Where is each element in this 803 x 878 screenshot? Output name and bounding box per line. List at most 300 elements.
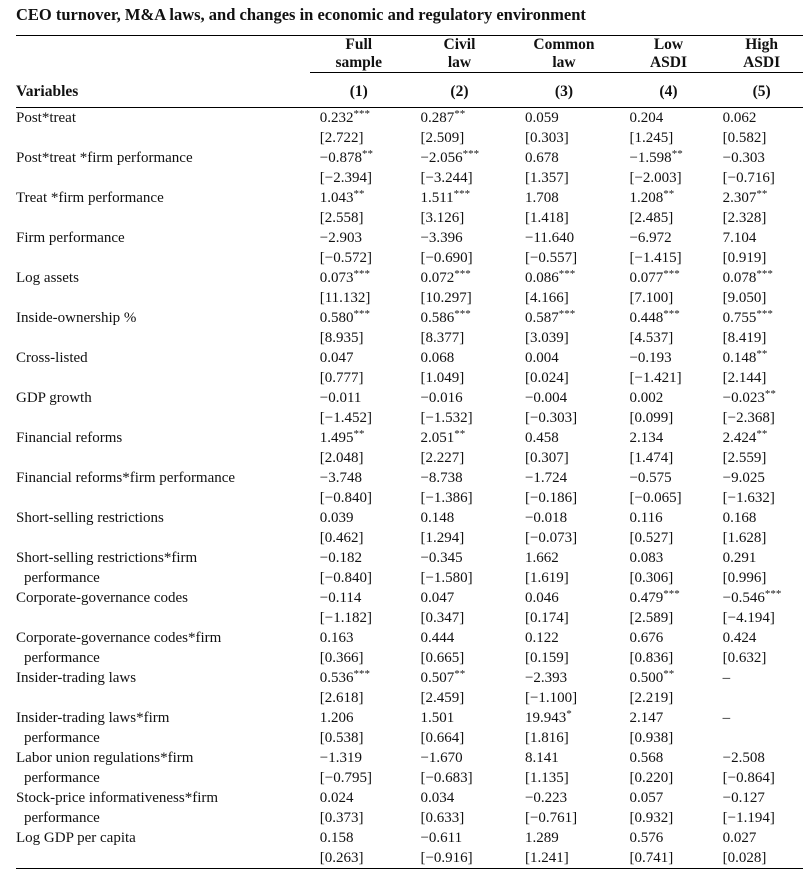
coefficient-cell: 0.458 [524, 430, 559, 446]
coefficient-cell: −0.127 [722, 790, 765, 806]
coefficient-cell: 0.148** [722, 348, 768, 366]
coefficient-cell: 19.943* [524, 708, 572, 726]
coefficient-cell: 0.576 [629, 830, 664, 846]
t-stat-cell: [0.996] [722, 570, 767, 586]
t-stat-cell: [−0.065] [629, 490, 682, 506]
coefficient-cell: −0.575 [629, 470, 672, 486]
variable-label: Corporate-governance codes*firm [16, 630, 222, 646]
table-row [16, 268, 803, 288]
coefficient-cell: 0.163 [319, 630, 354, 646]
t-stat-cell: [0.582] [722, 130, 767, 146]
t-stat-cell: [0.099] [629, 410, 674, 426]
t-stat-cell: [0.527] [629, 530, 674, 546]
significance-stars: *** [764, 588, 782, 600]
t-stat-cell: [0.307] [524, 450, 569, 466]
coefficient-cell: −0.018 [524, 510, 568, 526]
table-row [16, 708, 803, 728]
significance-stars: ** [454, 108, 466, 120]
coefficient-cell: 8.141 [524, 750, 559, 766]
table-row-tstat [16, 768, 803, 788]
t-stat-cell: [0.263] [319, 850, 364, 866]
t-stat-cell: [1.474] [629, 450, 674, 466]
coefficient-cell: 7.104 [722, 230, 757, 246]
t-stat-cell: [2.144] [722, 370, 767, 386]
t-stat-cell: [−4.194] [722, 610, 775, 626]
coefficient-cell: 0.755*** [722, 308, 773, 326]
coefficient-cell: 0.083 [629, 550, 664, 566]
column-header-2: Civil law [443, 36, 476, 71]
significance-stars: ** [353, 188, 365, 200]
coefficient-cell: 1.289 [524, 830, 559, 846]
t-stat-cell: [0.938] [629, 730, 674, 746]
table-row [16, 388, 803, 408]
significance-stars: ** [756, 348, 768, 360]
table-row [16, 748, 803, 768]
table-row-tstat [16, 208, 803, 228]
variable-label: Insider-trading laws [16, 670, 137, 686]
coefficient-cell: −0.011 [319, 390, 362, 406]
table-row-tstat [16, 488, 803, 508]
variable-label-continuation: performance [24, 650, 100, 666]
coefficient-cell: −3.396 [420, 230, 463, 246]
coefficient-cell: −0.114 [319, 590, 362, 606]
t-stat-cell: [8.377] [420, 330, 465, 346]
table-row [16, 148, 803, 168]
significance-stars: *** [453, 188, 471, 200]
t-stat-cell: [1.418] [524, 210, 569, 226]
variable-label-continuation [16, 608, 310, 628]
t-stat-cell: [−0.557] [524, 250, 578, 266]
coefficient-cell: −11.640 [524, 230, 575, 246]
coefficient-cell: 0.678 [524, 150, 559, 166]
table-row-tstat [16, 568, 803, 588]
t-stat-cell: [0.932] [629, 810, 674, 826]
variable-label-continuation [16, 128, 310, 148]
t-stat-cell: [2.227] [420, 450, 465, 466]
column-number-3: (3) [554, 83, 573, 100]
t-stat-cell: [−0.840] [319, 490, 372, 506]
table-row-tstat [16, 728, 803, 748]
table-row-tstat [16, 168, 803, 188]
t-stat-cell: [−1.452] [319, 410, 372, 426]
table-row-tstat [16, 408, 803, 428]
t-stat-cell: [−2.003] [629, 170, 682, 186]
t-stat-cell: [8.935] [319, 330, 364, 346]
significance-stars: *** [558, 308, 576, 320]
significance-stars: ** [361, 148, 373, 160]
coefficient-cell: 0.046 [524, 590, 559, 606]
significance-stars: *** [756, 308, 773, 320]
variable-label-continuation: performance [24, 770, 100, 786]
coefficient-cell: 2.307** [722, 188, 768, 206]
t-stat-cell: [0.919] [722, 250, 767, 266]
column-number-5: (5) [752, 83, 771, 100]
variable-label: Cross-listed [16, 350, 88, 366]
variables-header: Variables [16, 83, 79, 100]
coefficient-cell: −1.724 [524, 470, 568, 486]
coefficient-cell: – [722, 710, 731, 726]
coefficient-cell: −1.598** [629, 148, 683, 166]
coefficient-cell: −0.223 [524, 790, 568, 806]
t-stat-cell: [−0.303] [524, 410, 578, 426]
table-row-tstat [16, 808, 803, 828]
coefficient-cell: 0.002 [629, 390, 664, 406]
t-stat-cell: [−1.532] [420, 410, 473, 426]
significance-stars: ** [764, 388, 776, 400]
coefficient-cell: −8.738 [420, 470, 463, 486]
coefficient-cell: 2.147 [629, 710, 664, 726]
t-stat-cell: [0.633] [420, 810, 465, 826]
t-stat-cell: [2.618] [319, 690, 364, 706]
coefficient-cell: 0.507** [420, 668, 466, 686]
coefficient-cell: −0.546*** [722, 588, 782, 606]
coefficient-cell: 0.047 [420, 590, 455, 606]
table-row [16, 588, 803, 608]
coefficient-cell: 1.511*** [420, 188, 471, 206]
t-stat-cell: [0.306] [629, 570, 674, 586]
table-row-tstat [16, 328, 803, 348]
t-stat-cell: [0.632] [722, 650, 767, 666]
variable-label: Short-selling restrictions*firm [16, 550, 198, 566]
t-stat-cell: [−1.580] [420, 570, 473, 586]
variable-label-continuation [16, 208, 310, 228]
t-stat-cell: [0.836] [629, 650, 674, 666]
significance-stars: * [566, 708, 572, 720]
table-row [16, 468, 803, 488]
coefficient-cell: 0.232*** [319, 108, 370, 126]
significance-stars: *** [353, 108, 370, 120]
variable-label-continuation [16, 408, 310, 428]
coefficient-cell: 0.027 [722, 830, 757, 846]
table-row-tstat [16, 528, 803, 548]
coefficient-cell: 0.078*** [722, 268, 773, 286]
table-row [16, 788, 803, 808]
t-stat-cell: [0.366] [319, 650, 364, 666]
column-number-2: (2) [450, 83, 469, 100]
column-header-4: Low ASDI [649, 36, 687, 71]
significance-stars: *** [353, 268, 370, 280]
significance-stars: *** [558, 268, 576, 280]
t-stat-cell: [1.049] [420, 370, 465, 386]
coefficient-cell: −0.303 [722, 150, 765, 166]
t-stat-cell: [2.219] [629, 690, 674, 706]
variable-label-continuation [16, 168, 310, 188]
coefficient-cell: 0.062 [722, 110, 757, 126]
variable-label-continuation: performance [24, 810, 100, 826]
t-stat-cell: [−3.244] [420, 170, 473, 186]
t-stat-cell: [2.328] [722, 210, 767, 226]
table-row [16, 188, 803, 208]
t-stat-cell: [−1.415] [629, 250, 682, 266]
t-stat-cell: [1.245] [629, 130, 674, 146]
t-stat-cell: [−0.690] [420, 250, 473, 266]
coefficient-cell: 0.444 [420, 630, 455, 646]
coefficient-cell: 0.204 [629, 110, 664, 126]
coefficient-cell: 1.495** [319, 428, 365, 446]
t-stat-cell: [−0.186] [524, 490, 578, 506]
coefficient-cell: 0.500** [629, 668, 675, 686]
t-stat-cell: [2.722] [319, 130, 364, 146]
t-stat-cell: [8.419] [722, 330, 767, 346]
coefficient-cell: 0.072*** [420, 268, 471, 286]
t-stat-cell: [−0.572] [319, 250, 372, 266]
coefficient-cell: 1.208** [629, 188, 675, 206]
coefficient-cell: −9.025 [722, 470, 765, 486]
t-stat-cell: [−1.632] [722, 490, 775, 506]
t-stat-cell: [−2.368] [722, 410, 775, 426]
coefficient-cell: 0.039 [319, 510, 354, 526]
coefficient-cell: 0.034 [420, 790, 455, 806]
significance-stars: *** [454, 308, 471, 320]
significance-stars: *** [462, 148, 480, 160]
variable-label-continuation [16, 448, 310, 468]
table-row [16, 308, 803, 328]
coefficient-cell: 1.662 [524, 550, 559, 566]
variables-header-row [16, 73, 803, 108]
coefficient-cell: −0.611 [420, 830, 463, 846]
significance-stars: *** [353, 308, 370, 320]
significance-stars: *** [454, 268, 471, 280]
coefficient-cell: 0.424 [722, 630, 757, 646]
coefficient-cell: −3.748 [319, 470, 362, 486]
column-number-4: (4) [659, 83, 678, 100]
coefficient-cell: 0.158 [319, 830, 354, 846]
table-row [16, 828, 803, 848]
variable-label: Short-selling restrictions [16, 510, 164, 526]
coefficient-cell: −2.393 [524, 670, 568, 686]
t-stat-cell: [0.220] [629, 770, 674, 786]
coefficient-cell: −1.670 [420, 750, 463, 766]
table-row-tstat [16, 288, 803, 308]
t-stat-cell: [0.538] [319, 730, 364, 746]
coefficient-cell: −0.023** [722, 388, 776, 406]
table-body [16, 108, 803, 869]
t-stat-cell: [−2.394] [319, 170, 372, 186]
t-stat-cell: [10.297] [420, 290, 472, 306]
coefficient-cell: 2.134 [629, 430, 664, 446]
coefficient-cell: 0.536*** [319, 668, 370, 686]
variable-label: Log assets [16, 270, 79, 286]
table-row [16, 348, 803, 368]
coefficient-cell: 0.676 [629, 630, 664, 646]
coefficient-cell: 0.086*** [524, 268, 576, 286]
variable-label-continuation: performance [24, 570, 100, 586]
variable-label: Firm performance [16, 230, 125, 246]
coefficient-cell: 0.077*** [629, 268, 680, 286]
coefficient-cell: −6.972 [629, 230, 672, 246]
coefficient-cell: 0.057 [629, 790, 664, 806]
variable-label-continuation: performance [24, 730, 100, 746]
variable-label-continuation [16, 368, 310, 388]
t-stat-cell: [1.241] [524, 850, 569, 866]
variable-label: Insider-trading laws*firm [16, 710, 170, 726]
column-number-1: (1) [349, 83, 368, 100]
variable-label-continuation [16, 528, 310, 548]
t-stat-cell: [−0.761] [524, 810, 578, 826]
coefficient-cell: 0.586*** [420, 308, 471, 326]
t-stat-cell: [0.741] [629, 850, 674, 866]
t-stat-cell: [11.132] [319, 290, 371, 306]
t-stat-cell: [0.777] [319, 370, 364, 386]
table-row-tstat [16, 248, 803, 268]
t-stat-cell: [0.462] [319, 530, 364, 546]
coefficient-cell: −2.903 [319, 230, 362, 246]
coefficient-cell: 0.568 [629, 750, 664, 766]
variable-label-continuation [16, 248, 310, 268]
variable-label-continuation [16, 488, 310, 508]
significance-stars: ** [756, 188, 768, 200]
t-stat-cell: [−1.421] [629, 370, 682, 386]
variable-label: Financial reforms [16, 430, 123, 446]
t-stat-cell: [−0.840] [319, 570, 372, 586]
coefficient-cell: 0.580*** [319, 308, 370, 326]
coefficient-cell: 0.291 [722, 550, 757, 566]
coefficient-cell: 1.206 [319, 710, 354, 726]
t-stat-cell: [−0.795] [319, 770, 372, 786]
t-stat-cell: [3.039] [524, 330, 569, 346]
t-stat-cell: [−1.194] [722, 810, 775, 826]
t-stat-cell: [2.509] [420, 130, 465, 146]
variable-label: Labor union regulations*firm [16, 750, 194, 766]
variable-label: Post*treat *firm performance [16, 150, 193, 166]
coefficient-cell: 0.168 [722, 510, 757, 526]
coefficient-cell: 1.708 [524, 190, 559, 206]
t-stat-cell: [2.559] [722, 450, 767, 466]
t-stat-cell: [2.485] [629, 210, 674, 226]
t-stat-cell: [2.589] [629, 610, 674, 626]
coefficient-cell: 0.004 [524, 350, 559, 366]
t-stat-cell: [−1.100] [524, 690, 578, 706]
t-stat-cell: [0.665] [420, 650, 465, 666]
variable-label: Financial reforms*firm performance [16, 470, 236, 486]
column-header-1: Full sample [335, 36, 382, 71]
t-stat-cell: [−0.073] [524, 530, 578, 546]
variable-label: Treat *firm performance [16, 190, 164, 206]
table-row [16, 428, 803, 448]
significance-stars: ** [454, 668, 466, 680]
coefficient-cell: −2.056*** [420, 148, 480, 166]
t-stat-cell: [0.024] [524, 370, 569, 386]
t-stat-cell: [3.126] [420, 210, 465, 226]
t-stat-cell: [−1.386] [420, 490, 473, 506]
variable-label: GDP growth [16, 390, 92, 406]
coefficient-cell: −0.878** [319, 148, 373, 166]
significance-stars: *** [353, 668, 370, 680]
t-stat-cell: [0.028] [722, 850, 767, 866]
significance-stars: *** [756, 268, 773, 280]
table-row [16, 228, 803, 248]
coefficient-cell: 0.122 [524, 630, 559, 646]
significance-stars: ** [756, 428, 768, 440]
t-stat-cell: [−0.864] [722, 770, 775, 786]
coefficient-cell: −0.004 [524, 390, 568, 406]
t-stat-cell: [9.050] [722, 290, 767, 306]
t-stat-cell: [4.537] [629, 330, 674, 346]
coefficient-cell: 0.479*** [629, 588, 680, 606]
coefficient-cell: – [722, 670, 731, 686]
coefficient-cell: 1.501 [420, 710, 455, 726]
t-stat-cell: [1.619] [524, 570, 569, 586]
coefficient-cell: −0.193 [629, 350, 672, 366]
coefficient-cell: −0.182 [319, 550, 362, 566]
table-row-tstat [16, 848, 803, 869]
t-stat-cell: [−0.716] [722, 170, 775, 186]
table-row-tstat [16, 128, 803, 148]
significance-stars: *** [663, 588, 680, 600]
table-row [16, 108, 803, 128]
t-stat-cell: [0.303] [524, 130, 569, 146]
column-header-3: Common law [533, 36, 595, 71]
coefficient-cell: 0.448*** [629, 308, 680, 326]
coefficient-cell: 1.043** [319, 188, 365, 206]
t-stat-cell: [1.135] [524, 770, 569, 786]
table-row [16, 548, 803, 568]
variable-label: Stock-price informativeness*firm [16, 790, 219, 806]
t-stat-cell: [0.347] [420, 610, 465, 626]
table-title: CEO turnover, M&A laws, and changes in economic and regulatory environment [16, 5, 586, 24]
coefficient-cell: 0.068 [420, 350, 455, 366]
coefficient-cell: −0.016 [420, 390, 463, 406]
t-stat-cell: [2.048] [319, 450, 364, 466]
significance-stars: *** [663, 268, 680, 280]
table-row-tstat [16, 368, 803, 388]
t-stat-cell: [4.166] [524, 290, 569, 306]
t-stat-cell: [1.357] [524, 170, 569, 186]
significance-stars: *** [663, 308, 680, 320]
table-row [16, 508, 803, 528]
variable-label: Corporate-governance codes [16, 590, 189, 606]
variable-label: Log GDP per capita [16, 830, 136, 846]
t-stat-cell: [2.459] [420, 690, 465, 706]
variable-label-continuation [16, 288, 310, 308]
t-stat-cell: [−0.916] [420, 850, 473, 866]
table-row-tstat [16, 448, 803, 468]
coefficient-cell: 0.024 [319, 790, 354, 806]
coefficient-cell: −0.345 [420, 550, 463, 566]
t-stat-cell: [1.294] [420, 530, 465, 546]
coefficient-cell: 0.587*** [524, 308, 576, 326]
variable-label: Post*treat [16, 110, 76, 126]
table-row-tstat [16, 608, 803, 628]
coefficient-cell: 0.047 [319, 350, 354, 366]
t-stat-cell: [1.628] [722, 530, 767, 546]
t-stat-cell: [1.816] [524, 730, 569, 746]
variable-label-continuation [16, 848, 310, 869]
t-stat-cell: [0.174] [524, 610, 569, 626]
table-row-tstat [16, 648, 803, 668]
significance-stars: ** [671, 148, 683, 160]
significance-stars: ** [663, 668, 675, 680]
variable-label-continuation [16, 688, 310, 708]
coefficient-cell: 2.051** [420, 428, 466, 446]
significance-stars: ** [353, 428, 365, 440]
t-stat-cell: [0.159] [524, 650, 569, 666]
t-stat-cell: [2.558] [319, 210, 364, 226]
coefficient-cell: 2.424** [722, 428, 768, 446]
t-stat-cell: [−0.683] [420, 770, 473, 786]
coefficient-cell: 0.059 [524, 110, 559, 126]
variable-label-continuation [16, 328, 310, 348]
variable-label: Inside-ownership % [16, 310, 137, 326]
bottom-rule [16, 869, 803, 870]
table-row [16, 628, 803, 648]
t-stat-cell: [7.100] [629, 290, 674, 306]
table-row [16, 668, 803, 688]
column-header-5: High ASDI [743, 36, 781, 71]
column-header-row [16, 36, 803, 73]
coefficient-cell: 0.148 [420, 510, 455, 526]
t-stat-cell: [0.664] [420, 730, 465, 746]
